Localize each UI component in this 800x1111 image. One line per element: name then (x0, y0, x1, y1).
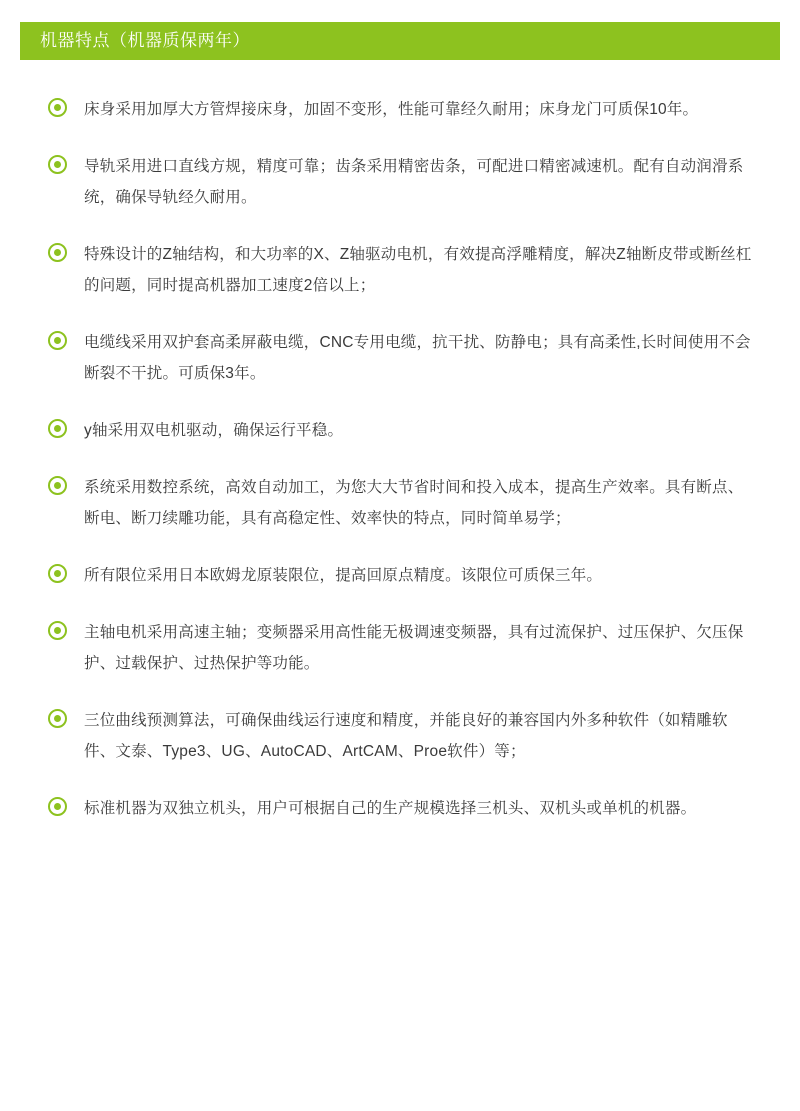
bullet-target-icon (48, 709, 67, 728)
feature-text: 电缆线采用双护套高柔屏蔽电缆，CNC专用电缆，抗干扰、防静电；具有高柔性,长时间使用不会断裂不干扰。可质保3年。 (84, 334, 751, 382)
feature-text: 主轴电机采用高速主轴；变频器采用高性能无极调速变频器，具有过流保护、过压保护、欠压保护、过载保护、过热保护等功能。 (84, 624, 744, 672)
list-item (48, 472, 752, 534)
bullet-target-icon (48, 476, 67, 495)
list-item (48, 94, 752, 125)
feature-text: y轴采用双电机驱动，确保运行平稳。 (84, 422, 344, 439)
feature-text: 导轨采用进口直线方规，精度可靠；齿条采用精密齿条，可配进口精密减速机。配有自动润滑系统，确保导轨经久耐用。 (84, 158, 744, 206)
feature-text: 系统采用数控系统，高效自动加工，为您大大节省时间和投入成本，提高生产效率。具有断点、断电、断刀续雕功能，具有高稳定性、效率快的特点，同时简单易学； (84, 479, 744, 527)
list-item (48, 617, 752, 679)
list-item (48, 793, 752, 824)
bullet-target-icon (48, 331, 67, 350)
feature-text: 标准机器为双独立机头，用户可根据自己的生产规模选择三机头、双机头或单机的机器。 (84, 800, 697, 817)
bullet-target-icon (48, 419, 67, 438)
feature-text: 三位曲线预测算法，可确保曲线运行速度和精度，并能良好的兼容国内外多种软件（如精雕软件、文泰、Type3、UG、AutoCAD、ArtCAM、Proe软件）等； (84, 712, 728, 760)
bullet-target-icon (48, 621, 67, 640)
page-title: 机器特点（机器质保两年） (40, 31, 250, 50)
list-item (48, 327, 752, 389)
bullet-target-icon (48, 98, 67, 117)
feature-text: 特殊设计的Z轴结构，和大功率的X、Z轴驱动电机，有效提高浮雕精度，解决Z轴断皮带或断丝杠的问题，同时提高机器加工速度2倍以上； (84, 246, 752, 294)
feature-text: 床身采用加厚大方管焊接床身，加固不变形，性能可靠经久耐用；床身龙门可质保10年。 (84, 101, 699, 118)
document-page (0, 22, 800, 1111)
list-item (48, 560, 752, 591)
bullet-target-icon (48, 797, 67, 816)
list-item (48, 705, 752, 767)
feature-text: 所有限位采用日本欧姆龙原装限位，提高回原点精度。该限位可质保三年。 (84, 567, 603, 584)
list-item (48, 151, 752, 213)
bullet-target-icon (48, 243, 67, 262)
list-item (48, 239, 752, 301)
bullet-target-icon (48, 564, 67, 583)
feature-list (0, 94, 800, 854)
bullet-target-icon (48, 155, 67, 174)
list-item (48, 415, 752, 446)
section-header-bar (20, 22, 780, 60)
